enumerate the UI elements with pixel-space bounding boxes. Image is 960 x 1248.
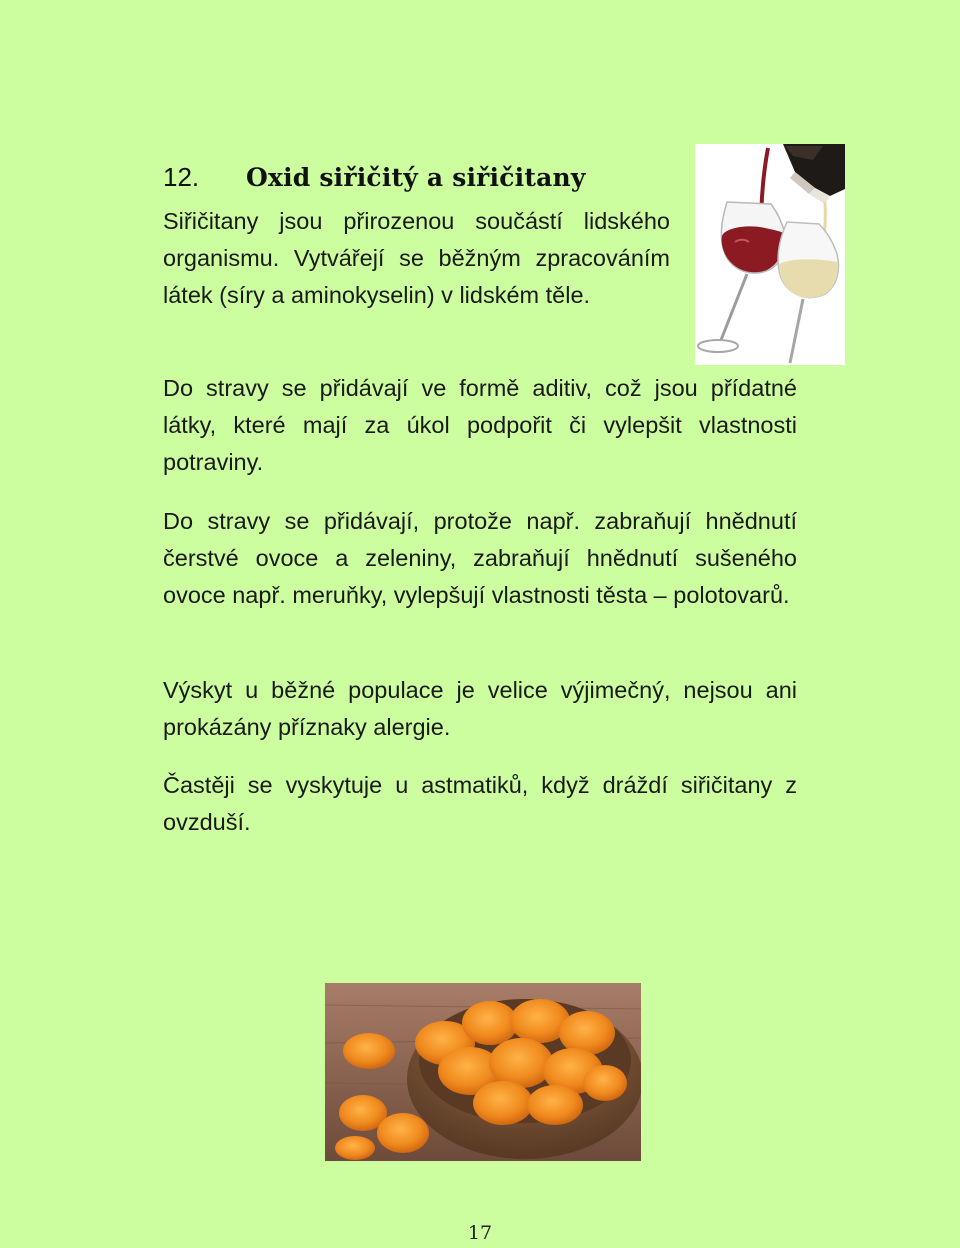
paragraph-1: Siřičitany jsou přirozenou součástí lidského organismu. Vytvářejí se běžným zpracováním látek (síry a aminokyselin) v lidském těle. — [163, 208, 670, 308]
paragraph-4: Výskyt u běžné populace je velice výjimečný, nejsou ani prokázány příznaky alergie. — [163, 677, 797, 740]
paragraph-3: Do stravy se přidávají, protože např. zabraňují hnědnutí čerstvé ovoce a zeleniny, zabraňují hnědnutí sušeného ovoce např. meruňky, vylepšují vlastnosti těsta – polotovarů. — [163, 508, 797, 608]
section-heading — [163, 162, 586, 202]
section-number: 12. — [163, 162, 200, 192]
paragraph-2: Do stravy se přidávají ve formě aditiv, což jsou přídatné látky, které mají za úkol podpořit či vylepšit vlastnosti potraviny. — [163, 375, 797, 475]
paragraph-5: Častěji se vyskytuje u astmatiků, když dráždí siřičitany z ovzduší. — [163, 772, 797, 835]
section-title: Oxid siřičitý a siřičitany — [246, 163, 586, 192]
apricots-image — [325, 983, 641, 1161]
wine-image — [695, 144, 845, 365]
page-number: 17 — [467, 1222, 493, 1244]
